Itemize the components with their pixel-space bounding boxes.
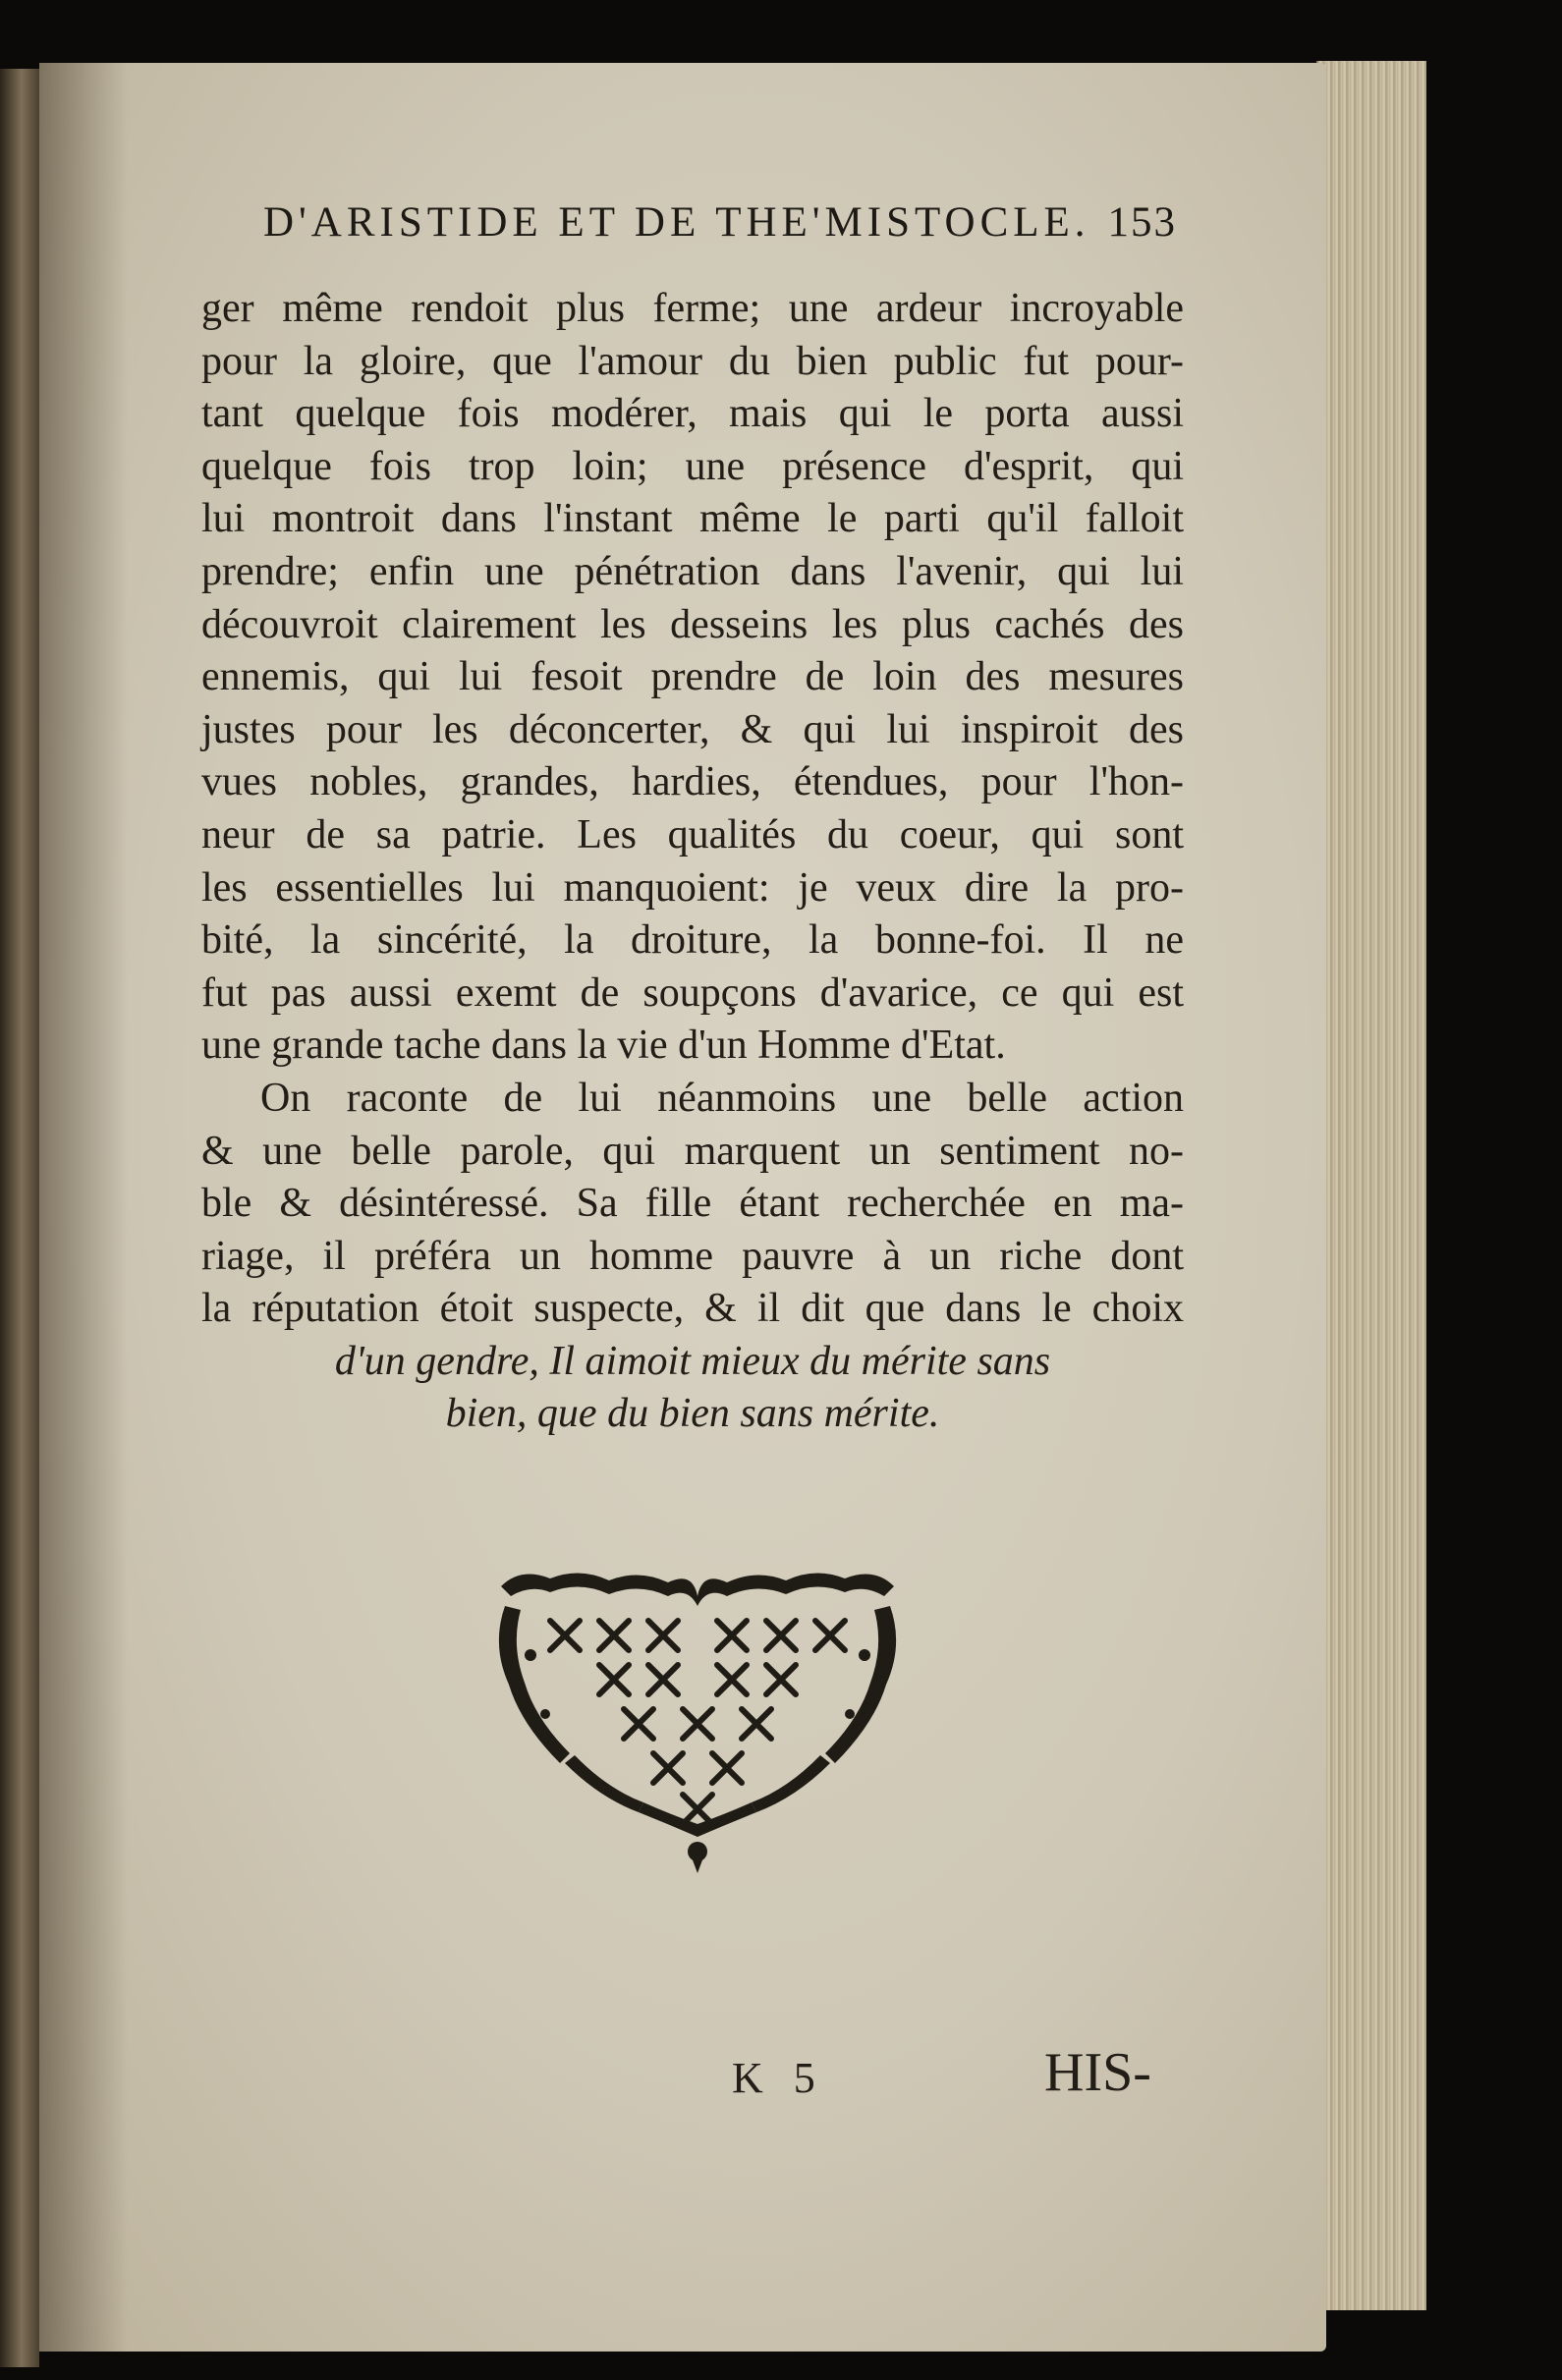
facing-page-edge bbox=[0, 69, 39, 2367]
page-gutter-shadow bbox=[39, 63, 128, 2352]
text-line: justes pour les déconcerter, & qui lui inspiroit des bbox=[201, 706, 1184, 752]
running-head-title: D'ARISTIDE ET DE THE'MISTOCLE. bbox=[263, 199, 1090, 246]
text-line: fut pas aussi exemt de soupçons d'avarice, ce qui est bbox=[201, 969, 1184, 1016]
text-line: bité, la sincérité, la droiture, la bonne-foi. Il ne bbox=[201, 917, 1184, 964]
text-line: ger même rendoit plus ferme; une ardeur incroyable bbox=[201, 286, 1184, 331]
text-line: une grande tache dans la vie d'un Homme d'Etat. bbox=[201, 1023, 1006, 1069]
text-line: ennemis, qui lui fesoit prendre de loin des mesures bbox=[201, 654, 1184, 700]
text-line: d'un gendre, Il aimoit mieux du mérite sans bbox=[334, 1338, 1051, 1384]
text-line: tant quelque fois modérer, mais qui le porta aussi bbox=[201, 391, 1184, 437]
text-line: les essentielles lui manquoient: je veux dire la pro- bbox=[201, 864, 1184, 911]
text-line: On raconte de lui néanmoins une belle action bbox=[260, 1075, 1184, 1121]
text-line: ble & désintéressé. Sa fille étant recherchée en ma- bbox=[201, 1181, 1184, 1227]
text-line: vues nobles, grandes, hardies, étendues, pour l'hon- bbox=[201, 759, 1184, 805]
heart-ornament-icon bbox=[491, 1567, 904, 1876]
text-line: prendre; enfin une pénétration dans l'avenir, qui lui bbox=[201, 548, 1184, 594]
catchword: HIS- bbox=[1044, 2042, 1151, 2103]
text-line: quelque fois trop loin; une présence d'esprit, qui bbox=[201, 443, 1184, 489]
fore-edge-pages bbox=[1316, 61, 1426, 2310]
text-line: pour la gloire, que l'amour du bien public fut pour- bbox=[201, 338, 1184, 384]
text-line: neur de sa patrie. Les qualités du coeur, qui sont bbox=[201, 811, 1184, 858]
signature-mark: K 5 bbox=[732, 2054, 825, 2102]
body-text bbox=[201, 283, 1184, 1441]
text-line: bien, que du bien sans mérite. bbox=[445, 1391, 940, 1437]
text-line: la réputation étoit suspecte, & il dit que dans le choix bbox=[201, 1286, 1184, 1332]
text-line: riage, il préféra un homme pauvre à un riche dont bbox=[201, 1233, 1184, 1279]
page-number: 153 bbox=[1107, 199, 1177, 246]
text-line: découvroit clairement les desseins les plus cachés des bbox=[201, 601, 1184, 647]
running-head bbox=[263, 198, 1177, 257]
text-line: lui montroit dans l'instant même le parti qu'il falloit bbox=[201, 496, 1184, 542]
text-line: & une belle parole, qui marquent un sentiment no- bbox=[201, 1128, 1184, 1174]
